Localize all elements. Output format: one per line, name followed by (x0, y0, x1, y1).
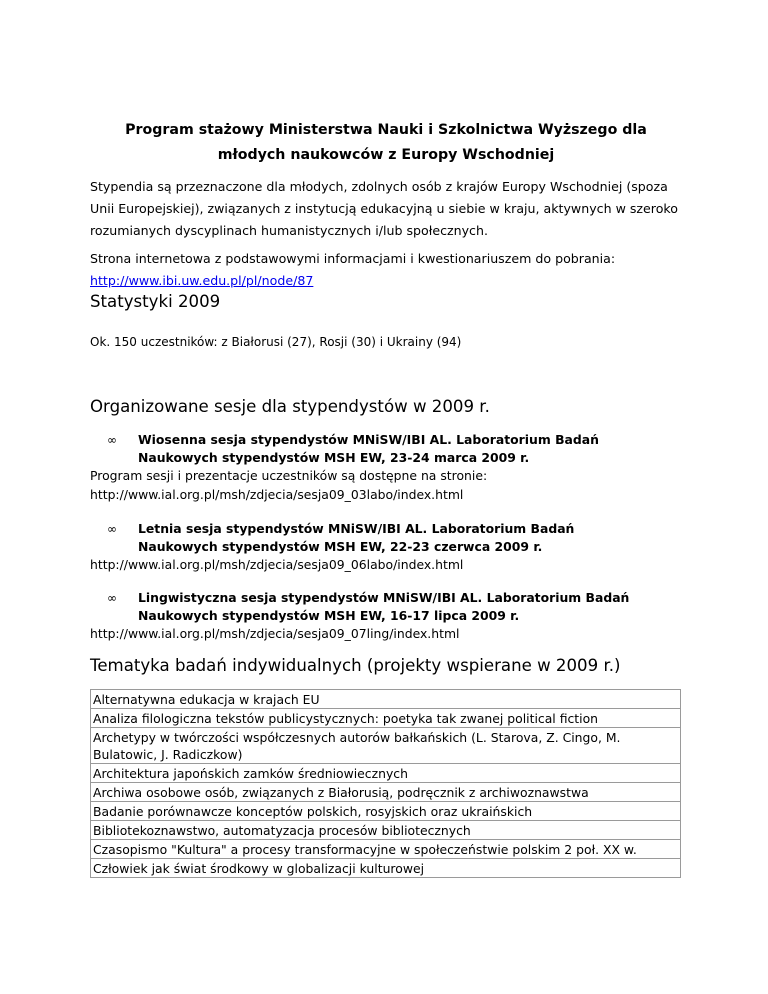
session-note: Program sesji i prezentacje uczestników są dostępne na stronie: (90, 468, 488, 483)
topic-cell: Bibliotekoznawstwo, automatyzacja procesów bibliotecznych (91, 821, 681, 840)
infinity-bullet-icon: ∞ (107, 433, 117, 447)
topics-heading: Tematyka badań indywidualnych (projekty wspierane w 2009 r.) (90, 656, 621, 675)
page-title: Program stażowy Ministerstwa Nauki i Szkolnictwa Wyższego dla młodych naukowców z Europy Wschodniej (125, 122, 647, 163)
table-row (91, 783, 681, 802)
table-row (91, 728, 681, 764)
table-row (91, 690, 681, 709)
topic-cell: Analiza filologiczna tekstów publicystycznych: poetyka tak zwanej political fiction (91, 709, 681, 728)
infinity-bullet-icon: ∞ (107, 591, 117, 605)
topic-cell: Człowiek jak świat środkowy w globalizacji kulturowej (91, 859, 681, 878)
table-row (91, 859, 681, 878)
website-link[interactable]: http://www.ibi.uw.edu.pl/pl/node/87 (90, 273, 314, 288)
session-title: Letnia sesja stypendystów MNiSW/IBI AL. Laboratorium Badań Naukowych stypendystów MSH EW, 22-23 czerwca 2009 r. (138, 521, 575, 554)
intro-paragraph: Stypendia są przeznaczone dla młodych, zdolnych osób z krajów Europy Wschodniej (spoza Unii Europejskiej), związanych z instytucją edukacyjną u siebie w kraju, aktywnych w szeroko rozumianych dyscyplinach humanistycznych i/lub społecznych. (90, 179, 678, 238)
topics-table (90, 689, 681, 878)
topic-cell: Czasopismo "Kultura" a procesy transformacyjne w społeczeństwie polskim 2 poł. XX w. (91, 840, 681, 859)
sessions-heading: Organizowane sesje dla stypendystów w 2009 r. (90, 397, 490, 416)
session-title: Wiosenna sesja stypendystów MNiSW/IBI AL. Laboratorium Badań Naukowych stypendystów MSH EW, 23-24 marca 2009 r. (138, 432, 599, 465)
stats-text: Ok. 150 uczestników: z Białorusi (27), Rosji (30) i Ukrainy (94) (90, 335, 462, 349)
session-title: Lingwistyczna sesja stypendystów MNiSW/IBI AL. Laboratorium Badań Naukowych stypendystów MSH EW, 16-17 lipca 2009 r. (138, 590, 630, 623)
table-row (91, 840, 681, 859)
topic-cell: Alternatywna edukacja w krajach EU (91, 690, 681, 709)
website-paragraph (90, 248, 682, 292)
table-row (91, 709, 681, 728)
website-text: Strona internetowa z podstawowymi informacjami i kwestionariuszem do pobrania: (90, 251, 616, 266)
table-row (91, 821, 681, 840)
infinity-bullet-icon: ∞ (107, 522, 117, 536)
session-url: http://www.ial.org.pl/msh/zdjecia/sesja09_03labo/index.html (90, 487, 464, 502)
topic-cell: Archetypy w twórczości współczesnych autorów bałkańskich (L. Starova, Z. Cingo, M. Bulatowic, J. Radiczkow) (91, 728, 681, 764)
table-row (91, 764, 681, 783)
topic-cell: Architektura japońskich zamków średniowiecznych (91, 764, 681, 783)
session-url: http://www.ial.org.pl/msh/zdjecia/sesja09_07ling/index.html (90, 626, 460, 641)
table-row (91, 802, 681, 821)
topic-cell: Archiwa osobowe osób, związanych z Białorusią, podręcznik z archiwoznawstwa (91, 783, 681, 802)
stats-heading: Statystyki 2009 (90, 292, 221, 311)
topic-cell: Badanie porównawcze konceptów polskich, rosyjskich oraz ukraińskich (91, 802, 681, 821)
session-url: http://www.ial.org.pl/msh/zdjecia/sesja09_06labo/index.html (90, 557, 464, 572)
